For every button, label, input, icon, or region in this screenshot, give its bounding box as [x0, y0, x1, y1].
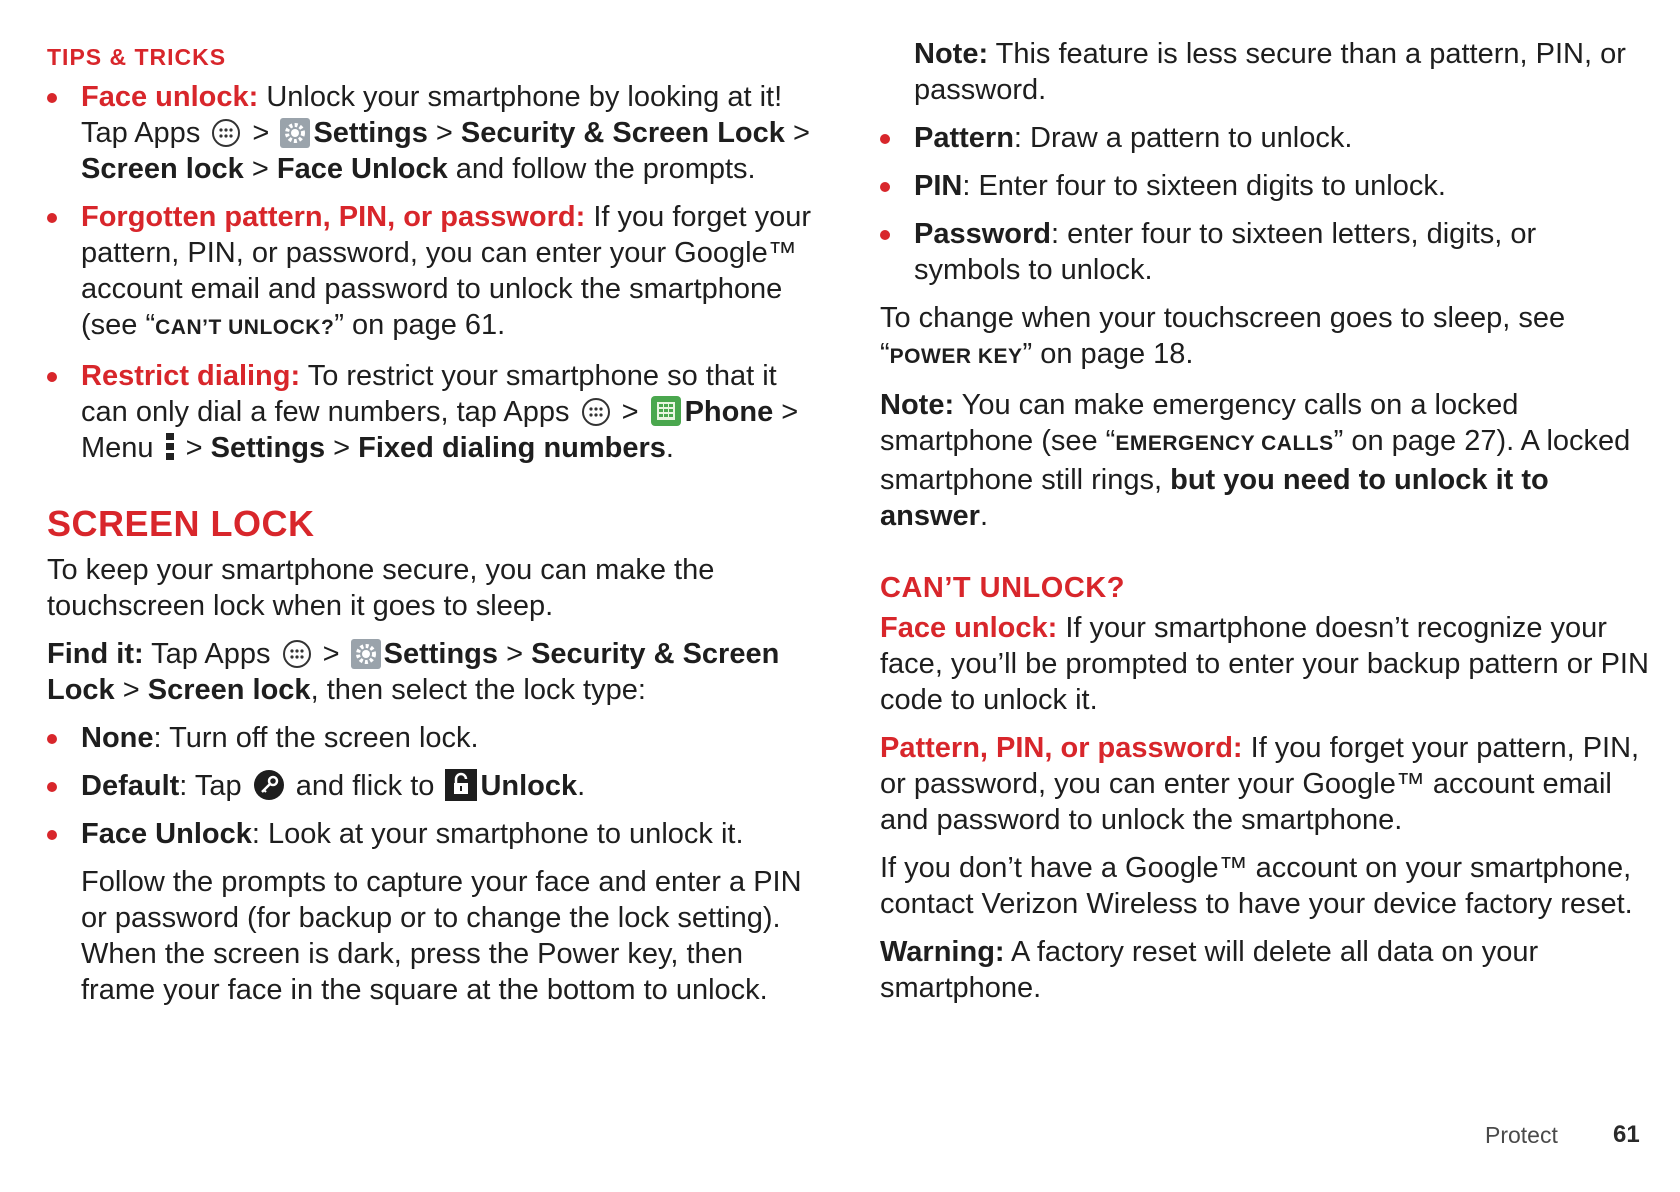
bullet-icon	[880, 134, 890, 144]
left-column	[47, 36, 822, 1008]
bullet-icon	[47, 734, 57, 744]
footer-section: Protect	[1485, 1122, 1558, 1148]
list-item: Face unlock: Unlock your smartphone by looking at it! Tap Apps > Settings > Security & Screen Lock > Screen lock > Face Unlock and follow the prompts.	[47, 79, 822, 187]
list-item: None: Turn off the screen lock.	[47, 720, 822, 756]
no-google-account: If you don’t have a Google™ account on your smartphone, contact Verizon Wireless to have your device factory reset.	[880, 852, 1633, 920]
note-security: Note: This feature is less secure than a pattern, PIN, or password.	[914, 38, 1626, 106]
screen-lock-intro: To keep your smartphone secure, you can make the touchscreen lock when it goes to sleep.	[47, 554, 715, 622]
find-it: Find it: Tap Apps > Settings > Security & Screen Lock > Screen lock, then select the lock type:	[47, 638, 780, 706]
list-item: PIN: Enter four to sixteen digits to unlock.	[880, 168, 1650, 204]
forgot-pattern-trouble: Pattern, PIN, or password: If you forget your pattern, PIN, or password, you can enter your Google™ account email and password to unlock the smartphone.	[880, 732, 1640, 836]
unlock-icon	[445, 769, 477, 801]
power-key-link[interactable]: POWER KEY	[889, 345, 1023, 368]
bullet-icon	[47, 830, 57, 840]
settings-gear-icon	[280, 118, 310, 148]
face-unlock-trouble: Face unlock: If your smartphone doesn’t recognize your face, you’ll be prompted to enter your backup pattern or PIN code to unlock it.	[880, 612, 1649, 716]
emergency-calls-link[interactable]: EMERGENCY CALLS	[1115, 432, 1334, 455]
screen-lock-header: SCREEN LOCK	[47, 503, 315, 544]
face-unlock-instructions: Follow the prompts to capture your face and enter a PIN or password (for backup or to change the lock setting). When the screen is dark, press the Power key, then frame your face in the square at the bottom to unlock.	[81, 866, 802, 1006]
list-item: Default: Tap and flick to Unlock.	[47, 768, 822, 804]
menu-icon	[165, 431, 175, 463]
note-emergency: Note: You can make emergency calls on a locked smartphone (see “EMERGENCY CALLS” on page 27). A locked smartphone still rings, but you need to unlock it to answer.	[880, 389, 1631, 532]
list-item: Face Unlock: Look at your smartphone to unlock it.	[47, 816, 822, 852]
list-item: Pattern: Draw a pattern to unlock.	[880, 120, 1650, 156]
factory-reset-warning: Warning: A factory reset will delete all data on your smartphone.	[880, 936, 1539, 1004]
apps-icon	[211, 118, 241, 148]
apps-icon	[581, 397, 611, 427]
tips-header: TIPS & TRICKS	[47, 44, 227, 70]
settings-gear-icon	[351, 639, 381, 669]
page-number: 61	[1613, 1121, 1640, 1148]
bullet-icon	[880, 230, 890, 240]
bullet-icon	[47, 93, 57, 103]
bullet-icon	[880, 182, 890, 192]
list-item: Password: enter four to sixteen letters, digits, or symbols to unlock.	[880, 216, 1650, 288]
bullet-icon	[47, 372, 57, 382]
bullet-icon	[47, 213, 57, 223]
cant-unlock-link[interactable]: CAN’T UNLOCK?	[155, 316, 335, 339]
list-item: Forgotten pattern, PIN, or password: If you forget your pattern, PIN, or password, you can enter your Google™ account email and password to unlock the smartphone (see “CAN’T UNLOCK?” on page 61.	[47, 199, 822, 346]
right-column	[880, 36, 1650, 1018]
phone-app-icon	[650, 395, 682, 427]
list-item: Restrict dialing: To restrict your smartphone so that it can only dial a few numbers, tap Apps > Phone > Menu > Settings > Fixed dialing numbers.	[47, 358, 822, 466]
sleep-note: To change when your touchscreen goes to sleep, see “POWER KEY” on page 18.	[880, 302, 1566, 370]
bullet-icon	[47, 782, 57, 792]
cant-unlock-header: CAN’T UNLOCK?	[880, 572, 1125, 604]
key-lock-icon	[253, 769, 285, 801]
apps-icon	[282, 639, 312, 669]
